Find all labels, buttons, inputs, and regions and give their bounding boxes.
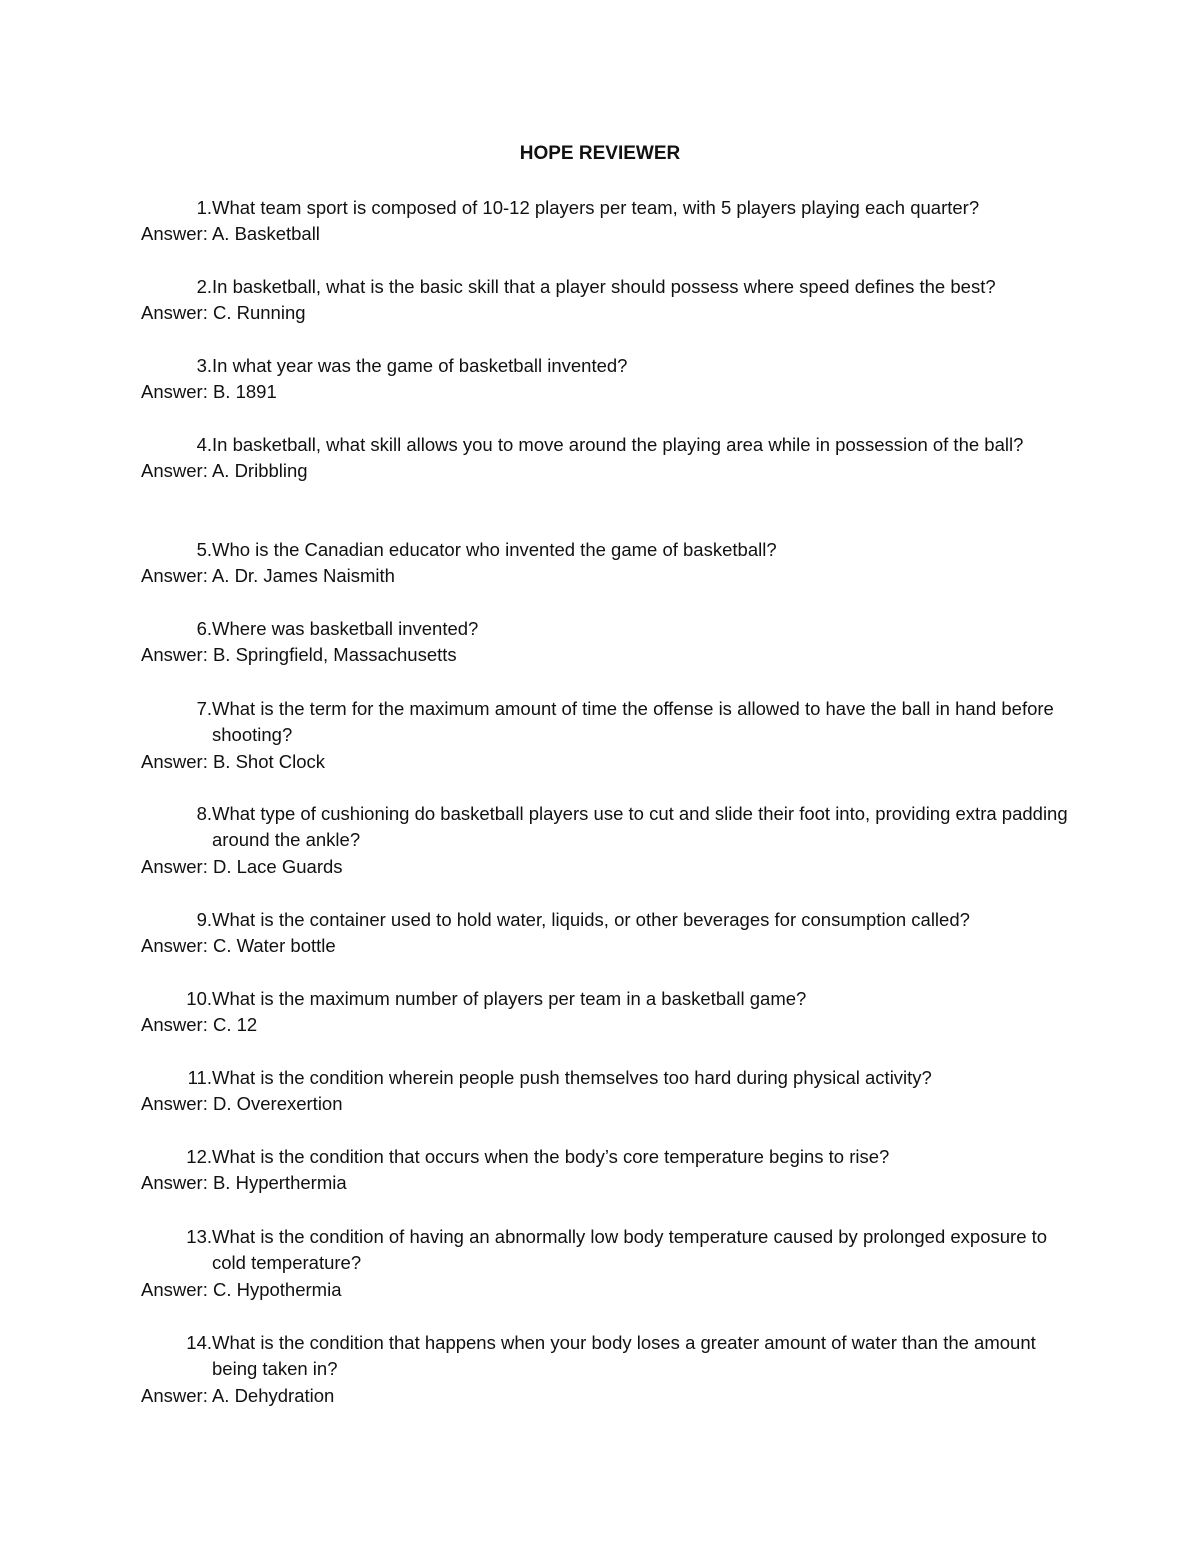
answer: Answer: A. Basketball (141, 223, 320, 245)
question (0, 353, 1200, 379)
question-text: What team sport is composed of 10-12 players per team, with 5 players playing each quarter? (212, 197, 980, 218)
qa-item-8 (0, 801, 1200, 880)
document-title: HOPE REVIEWER (519, 143, 681, 164)
answer: Answer: A. Dribbling (141, 460, 308, 482)
answer: Answer: C. 12 (141, 1014, 258, 1036)
question-text: What is the condition wherein people push themselves too hard during physical activity? (212, 1067, 932, 1088)
answer: Answer: C. Water bottle (141, 935, 336, 957)
answer: Answer: D. Overexertion (141, 1093, 343, 1115)
qa-item-11 (0, 1065, 1200, 1118)
question-text: What is the container used to hold water, liquids, or other beverages for consumption called? (212, 909, 970, 930)
question-number: 13. (186, 1226, 212, 1247)
question-number: 3. (196, 355, 212, 376)
question-number: 10. (186, 988, 212, 1009)
question-number: 14. (186, 1332, 212, 1353)
question-number: 5. (196, 539, 212, 560)
qa-item-4 (0, 432, 1200, 485)
question-text: In basketball, what is the basic skill that a player should possess where speed defines the best? (212, 276, 996, 297)
question-number: 1. (196, 197, 212, 218)
question-text: In what year was the game of basketball invented? (212, 355, 628, 376)
question (0, 274, 1200, 300)
answer: Answer: C. Running (141, 302, 306, 324)
question (0, 1065, 1200, 1091)
answer: Answer: D. Lace Guards (141, 855, 343, 877)
answer: Answer: B. Springfield, Massachusetts (141, 644, 457, 666)
qa-item-12 (0, 1144, 1200, 1197)
question (0, 986, 1200, 1012)
qa-item-1 (0, 195, 1200, 248)
question-number: 11. (187, 1067, 212, 1088)
qa-item-6 (0, 616, 1200, 669)
question (0, 1224, 1200, 1277)
question-number: 9. (196, 909, 212, 930)
question-number: 7. (196, 698, 212, 719)
answer: Answer: A. Dehydration (141, 1384, 335, 1406)
answer: Answer: B. 1891 (141, 381, 277, 403)
question (0, 616, 1200, 642)
question-number: 4. (196, 434, 212, 455)
question (0, 1330, 1200, 1383)
qa-item-2 (0, 274, 1200, 327)
question-number: 6. (196, 618, 212, 639)
answer: Answer: B. Hyperthermia (141, 1172, 347, 1194)
answer: Answer: C. Hypothermia (141, 1278, 342, 1300)
question-text: Where was basketball invented? (212, 618, 479, 639)
question (0, 195, 1200, 221)
question (0, 801, 1200, 854)
qa-item-13 (0, 1224, 1200, 1303)
qa-item-7 (0, 696, 1200, 775)
question-text: What type of cushioning do basketball players use to cut and slide their foot into, providing extra padding around the ankle? (212, 803, 1068, 851)
qa-item-10 (0, 986, 1200, 1039)
qa-item-9 (0, 907, 1200, 960)
question (0, 696, 1200, 749)
question (0, 1144, 1200, 1170)
qa-item-3 (0, 353, 1200, 406)
question (0, 907, 1200, 933)
question-number: 12. (186, 1146, 212, 1167)
answer: Answer: A. Dr. James Naismith (141, 565, 395, 587)
question-number: 2. (196, 276, 212, 297)
answer: Answer: B. Shot Clock (141, 750, 326, 772)
question-number: 8. (196, 803, 212, 824)
question (0, 432, 1200, 458)
question-text: What is the condition that occurs when the body’s core temperature begins to rise? (212, 1146, 890, 1167)
question-text: What is the maximum number of players per team in a basketball game? (212, 988, 807, 1009)
question-text: What is the condition that happens when your body loses a greater amount of water than the amount being taken in? (212, 1332, 1036, 1380)
qa-item-5 (0, 537, 1200, 590)
question-text: In basketball, what skill allows you to move around the playing area while in possession of the ball? (212, 434, 1024, 455)
question-text: What is the term for the maximum amount of time the offense is allowed to have the ball in hand before shooting? (212, 698, 1054, 746)
question (0, 537, 1200, 563)
question-text: Who is the Canadian educator who invented the game of basketball? (212, 539, 777, 560)
qa-item-14 (0, 1330, 1200, 1409)
question-text: What is the condition of having an abnormally low body temperature caused by prolonged exposure to cold temperature? (212, 1226, 1048, 1274)
